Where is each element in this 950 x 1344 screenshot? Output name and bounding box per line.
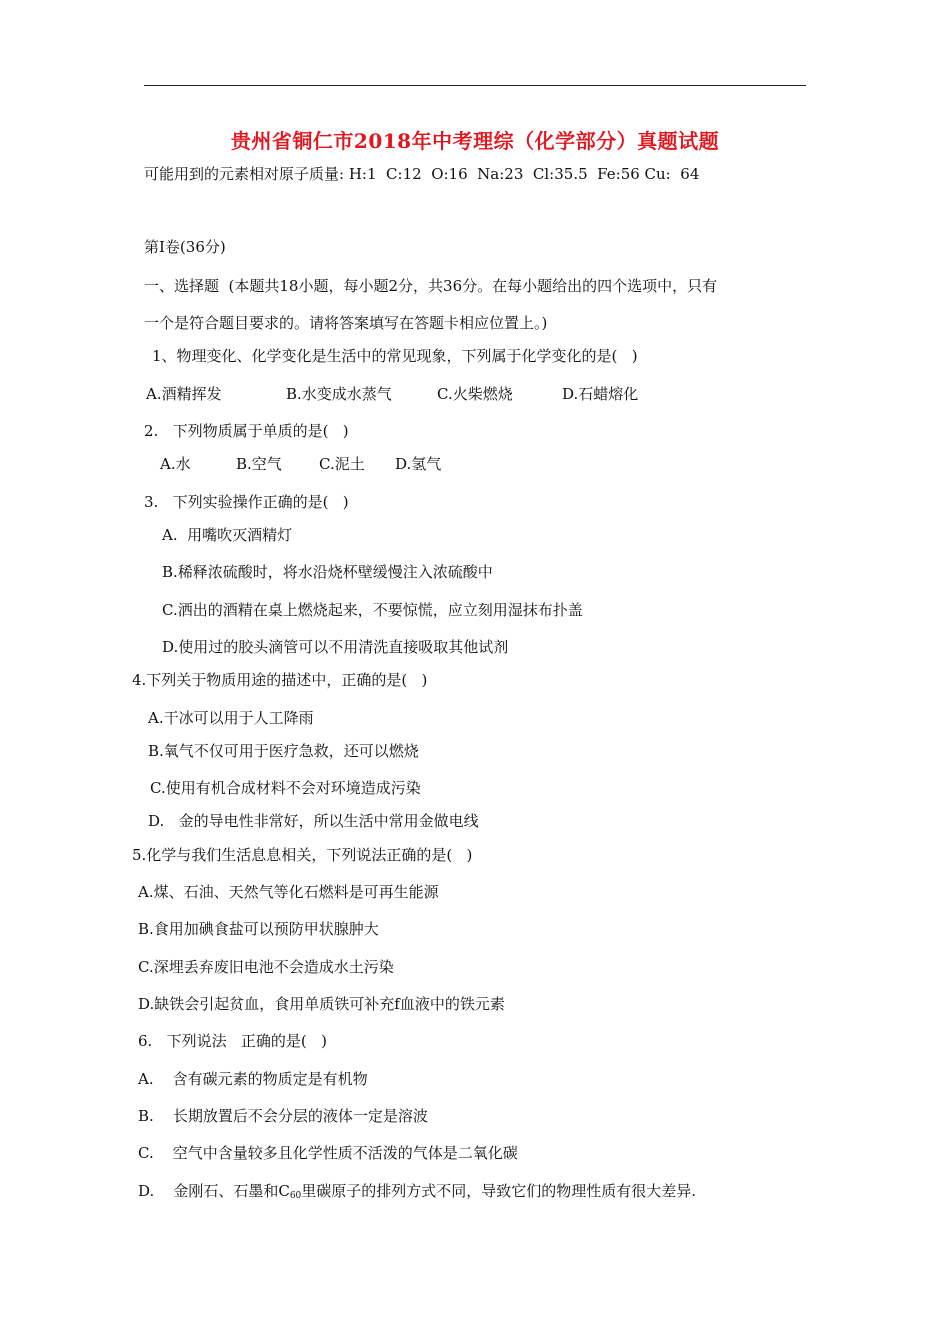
q4-option-b: B.氧气不仅可用于医疗急救，还可以燃烧 xyxy=(148,742,419,760)
q6-option-c: C. 空气中含量较多且化学性质不活泼的气体是二氧化碳 xyxy=(138,1144,518,1162)
q5-option-c: C.深埋丢弃废旧电池不会造成水土污染 xyxy=(138,958,394,976)
q2-option-d: D.氢气 xyxy=(395,455,442,473)
q3-option-c: C.洒出的酒精在桌上燃烧起来，不要惊慌，应立刻用湿抹布扑盖 xyxy=(162,601,583,619)
q6-option-d-text: D. 金刚石、石墨和C xyxy=(138,1182,290,1200)
q4-stem: 4.下列关于物质用途的描述中，正确的是( ) xyxy=(132,671,428,689)
q4-option-d: D. 金的导电性非常好，所以生活中常用金做电线 xyxy=(148,812,479,830)
q4-option-c: C.使用有机合成材料不会对环境造成污染 xyxy=(150,779,421,797)
q2-option-b: B.空气 xyxy=(236,455,282,473)
q1-stem: 1、物理变化、化学变化是生活中的常见现象，下列属于化学变化的是( ) xyxy=(152,347,638,365)
q5-option-b: B.食用加碘食盐可以预防甲状腺肿大 xyxy=(138,920,379,938)
q3-option-b: B.稀释浓硫酸时，将水沿烧杯壁缓慢注入浓硫酸中 xyxy=(162,563,493,581)
q6-option-a: A. 含有碳元素的物质定是有机物 xyxy=(138,1070,368,1088)
q1-option-a: A.酒精挥发 xyxy=(146,385,222,403)
q6-stem: 6. 下列说法 正确的是( ) xyxy=(138,1032,327,1050)
q1-option-c: C.火柴燃烧 xyxy=(437,385,513,403)
q2-stem: 2. 下列物质属于单质的是( ) xyxy=(144,422,349,440)
q5-option-d: D.缺铁会引起贫血，食用单质铁可补充f血液中的铁元素 xyxy=(138,995,505,1013)
c60-subscript: 60 xyxy=(289,1191,302,1201)
q4-option-a: A.干冰可以用于人工降雨 xyxy=(148,709,314,727)
q2-option-a: A.水 xyxy=(160,455,191,473)
header-rule xyxy=(144,85,806,86)
q3-stem: 3. 下列实验操作正确的是( ) xyxy=(144,493,349,511)
atomic-masses-line: 可能用到的元素相对原子质量: H:1 C:12 O:16 Na:23 Cl:35.5 Fe:56 Cu: 64 xyxy=(144,165,700,183)
section-intro-line-2: 一个是符合题目要求的。请将答案填写在答题卡相应位置上。) xyxy=(144,314,548,332)
q6-option-d-text-cont: 里碳原子的排列方式不同，导致它们的物理性质有很大差异. xyxy=(301,1182,697,1200)
q1-option-d: D.石蜡熔化 xyxy=(562,385,639,403)
q1-option-b: B.水变成水蒸气 xyxy=(286,385,392,403)
q3-option-d: D.使用过的胶头滴管可以不用清洗直接吸取其他试剂 xyxy=(162,638,509,656)
section-intro-line-1: 一、选择题 (本题共18小题，每小题2分，共36分。在每小题给出的四个选项中，只有 xyxy=(144,277,718,295)
q6-option-b: B. 长期放置后不会分层的液体一定是溶波 xyxy=(138,1107,428,1125)
q5-stem: 5.化学与我们生活息息相关，下列说法正确的是( ) xyxy=(132,846,473,864)
q2-option-c: C.泥土 xyxy=(319,455,365,473)
q6-option-d xyxy=(138,1182,696,1205)
document-title: 贵州省铜仁市2018年中考理综（化学部分）真题试题 xyxy=(230,129,720,153)
q3-option-a: A. 用嘴吹灭酒精灯 xyxy=(162,526,293,544)
q5-option-a: A.煤、石油、天然气等化石燃料是可再生能源 xyxy=(138,883,439,901)
volume-heading: 第Ⅰ卷(36分) xyxy=(144,238,226,256)
